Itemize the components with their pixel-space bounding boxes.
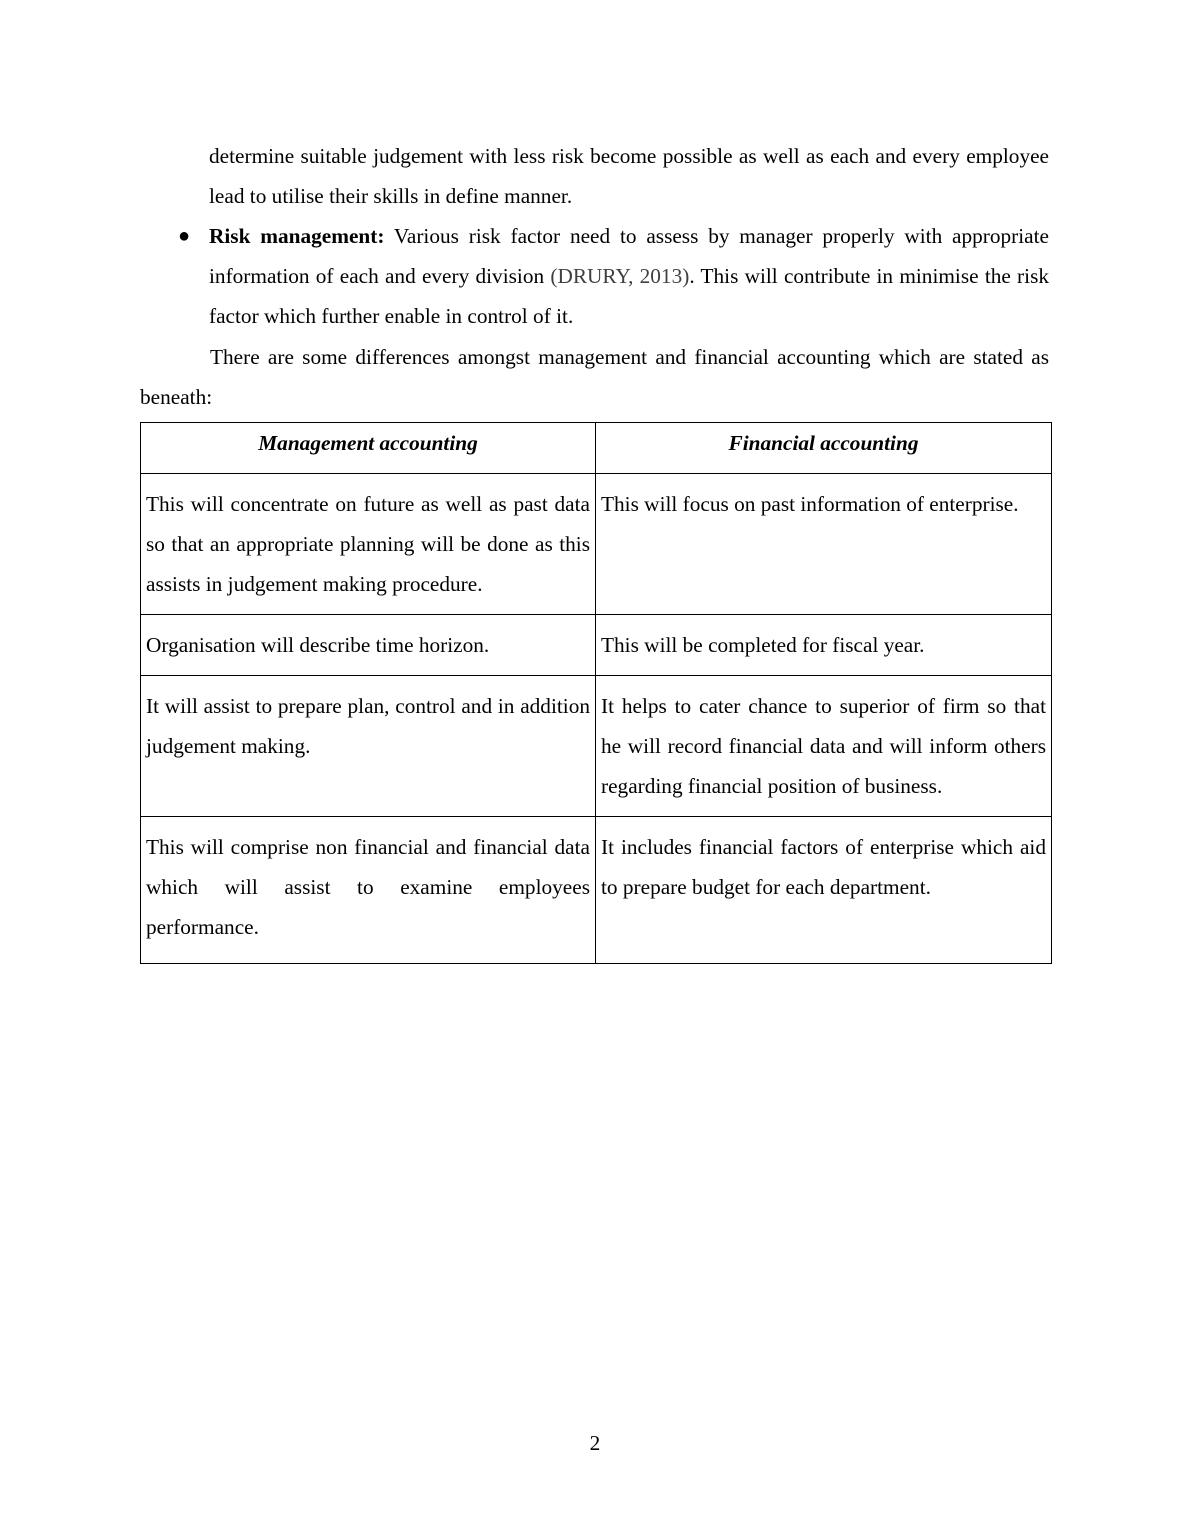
table-cell: This will concentrate on future as well as past data so that an appropriate planning will be done as this assists in judgement making procedure. <box>141 474 596 615</box>
bullet-risk-management <box>209 216 1049 336</box>
table-row <box>141 817 1052 964</box>
comparison-table <box>140 422 1052 964</box>
table-cell: Organisation will describe time horizon. <box>141 615 596 676</box>
continuation-paragraph: determine suitable judgement with less risk become possible as well as each and every employee lead to utilise their skills in define manner. <box>209 144 1049 208</box>
table-header-row <box>141 423 1052 474</box>
table-cell: It includes financial factors of enterprise which aid to prepare budget for each department. <box>596 817 1052 964</box>
table-row <box>141 474 1052 615</box>
table-row <box>141 676 1052 817</box>
table-cell: This will focus on past information of enterprise. <box>596 474 1052 615</box>
bullet-text-before: Various risk factor need to assess by manager properly with appropriate information of each and every division <box>209 224 1049 288</box>
bullet-title: Risk management: <box>209 224 385 248</box>
table-row <box>141 615 1052 676</box>
table-cell: This will be completed for fiscal year. <box>596 615 1052 676</box>
header-management: Management accounting <box>141 423 596 474</box>
table-cell: This will comprise non financial and financial data which will assist to examine employees performance. <box>141 817 596 964</box>
table-cell: It helps to cater chance to superior of firm so that he will record financial data and will inform others regarding financial position of business. <box>596 676 1052 817</box>
table-cell: It will assist to prepare plan, control and in addition judgement making. <box>141 676 596 817</box>
page-number: 2 <box>589 1431 601 1455</box>
intro-paragraph: There are some differences amongst management and financial accounting which are stated as beneath: <box>140 345 1049 409</box>
citation: (DRURY, 2013) <box>550 264 690 288</box>
bullet-icon: ● <box>178 225 191 247</box>
header-financial: Financial accounting <box>596 423 1052 474</box>
bullet-text-after: . This will contribute in minimise the risk factor which further enable in control of it. <box>209 264 1050 328</box>
